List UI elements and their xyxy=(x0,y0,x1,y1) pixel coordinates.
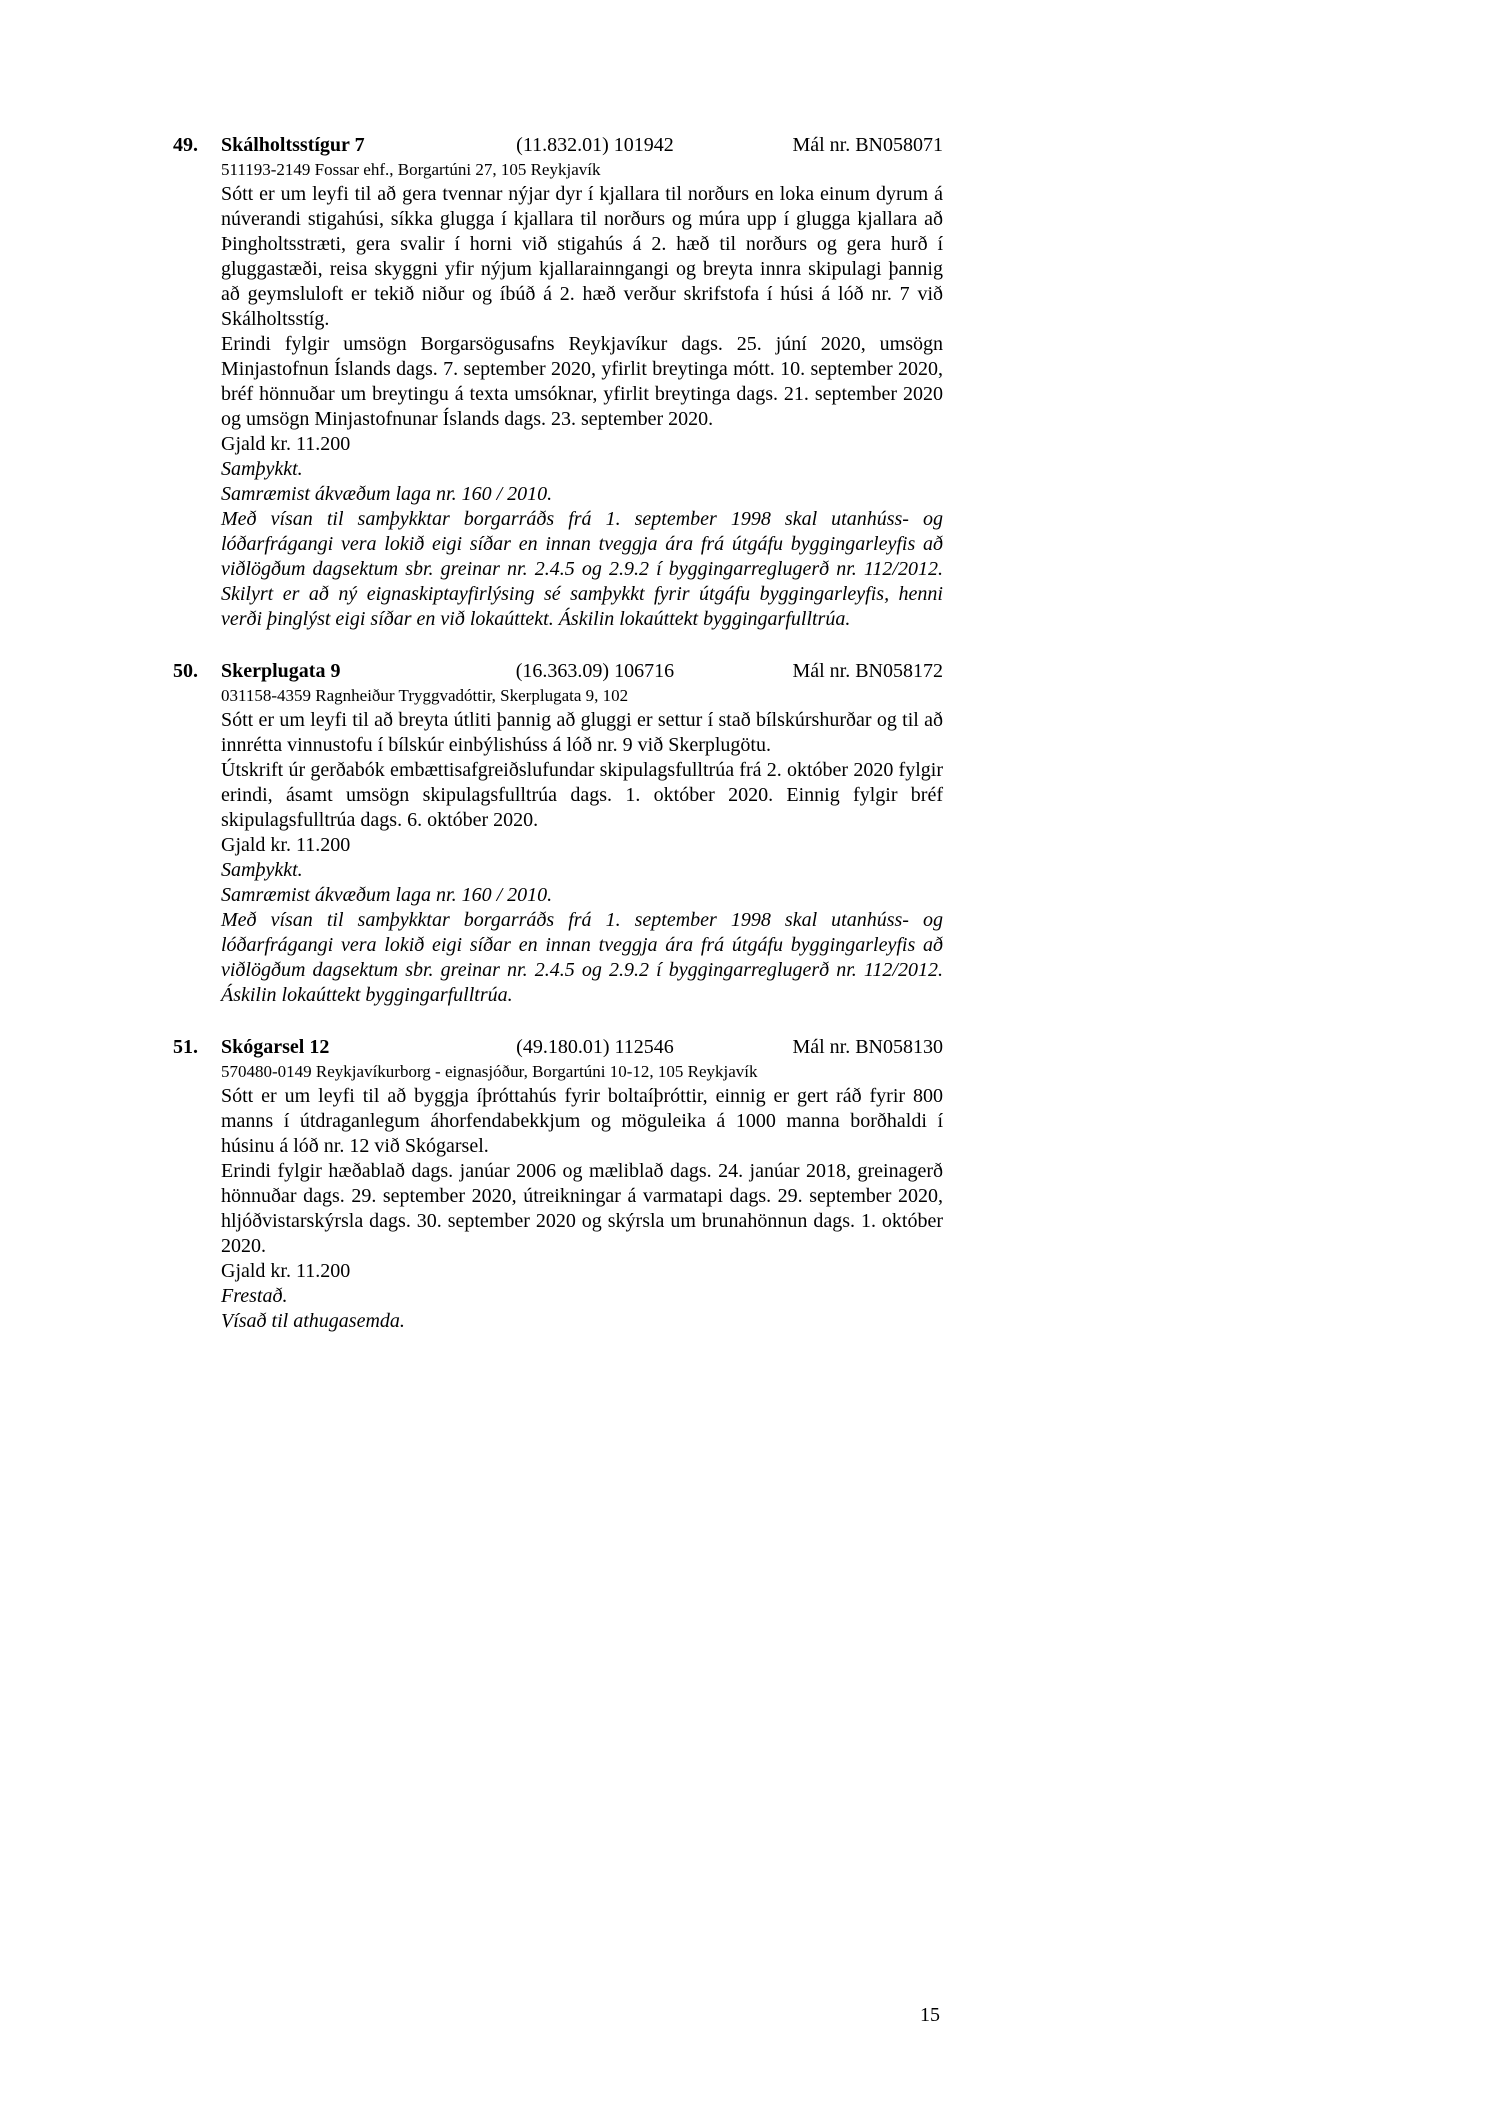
decision-line: Vísað til athugasemda. xyxy=(221,1310,405,1332)
item-case-number: Mál nr. BN058172 xyxy=(792,660,943,682)
minutes-content xyxy=(173,133,943,1361)
fee-line: Gjald kr. 11.200 xyxy=(221,834,351,856)
item-number: 49. xyxy=(173,134,198,156)
decision-line: Samræmist ákvæðum laga nr. 160 / 2010. xyxy=(221,884,553,906)
item-reference-number: (49.180.01) 112546 xyxy=(516,1036,674,1058)
item-owner-line: 511193-2149 Fossar ehf., Borgartúni 27, 105 Reykjavík xyxy=(221,160,601,179)
item-paragraph: Sótt er um leyfi til að breyta útliti þannig að gluggi er settur í stað bílskúrshurðar og til að innrétta vinnustofu í bílskúr einbýlishúss á lóð nr. 9 við Skerplugötu. xyxy=(221,709,943,756)
item-owner-line: 570480-0149 Reykjavíkurborg - eignasjóður, Borgartúni 10-12, 105 Reykjavík xyxy=(221,1062,758,1081)
decision-line: Frestað. xyxy=(221,1285,288,1307)
decision-line: Með vísan til samþykktar borgarráðs frá 1. september 1998 skal utanhúss- og lóðarfrágangi vera lokið eigi síðar en innan tveggja ára frá útgáfu byggingarleyfis að viðlögðum dagsektum sbr. greinar nr. 2.4.5 og 2.9.2 í byggingarreglugerð nr. 112/2012. Skilyrt er að ný eignaskiptayfirlýsing sé samþykkt fyrir útgáfu byggingarleyfis, henni verði þinglýst eigi síðar en við lokaúttekt. Áskilin lokaúttekt byggingarfulltrúa. xyxy=(221,508,943,630)
item-paragraph: Sótt er um leyfi til að byggja íþróttahús fyrir boltaíþróttir, einnig er gert ráð fyrir 800 manns í útdraganlegum áhorfendabekkjum og möguleika á 1000 manna borðhaldi í húsinu á lóð nr. 12 við Skógarsel. xyxy=(221,1085,943,1157)
item-body xyxy=(221,133,943,632)
decision-line: Samþykkt. xyxy=(221,458,303,480)
case-item xyxy=(173,133,943,632)
fee-line: Gjald kr. 11.200 xyxy=(221,1260,351,1282)
decision-line: Með vísan til samþykktar borgarráðs frá 1. september 1998 skal utanhúss- og lóðarfrágangi vera lokið eigi síðar en innan tveggja ára frá útgáfu byggingarleyfis að viðlögðum dagsektum sbr. greinar nr. 2.4.5 og 2.9.2 í byggingarreglugerð nr. 112/2012. Áskilin lokaúttekt byggingarfulltrúa. xyxy=(221,909,943,1006)
item-heading xyxy=(221,659,943,684)
item-body xyxy=(221,1035,943,1334)
item-owner-line: 031158-4359 Ragnheiður Tryggvadóttir, Skerplugata 9, 102 xyxy=(221,686,629,705)
item-title: Skógarsel 12 xyxy=(221,1036,330,1058)
item-title: Skálholtsstígur 7 xyxy=(221,134,365,156)
item-reference-number: (16.363.09) 106716 xyxy=(515,660,675,682)
item-paragraph: Sótt er um leyfi til að gera tvennar nýjar dyr í kjallara til norðurs en loka einum dyrum á núverandi stigahúsi, síkka glugga í kjallara til norðurs og múra upp í glugga kjallara að Þingholtsstræti, gera svalir í horni við stigahús á 2. hæð til norðurs og gera hurð í gluggastæði, reisa skyggni yfir nýjum kjallarainngangi og breyta innra skipulagi þannig að geymsluloft er tekið niður og íbúð á 2. hæð verður skrifstofa í húsi á lóð nr. 7 við Skálholtsstíg. xyxy=(221,183,943,330)
item-body xyxy=(221,659,943,1008)
page-number: 15 xyxy=(920,2004,940,2026)
item-heading xyxy=(221,1035,943,1060)
item-heading xyxy=(221,133,943,158)
case-item xyxy=(173,1035,943,1334)
decision-line: Samþykkt. xyxy=(221,859,303,881)
item-paragraph: Útskrift úr gerðabók embættisafgreiðslufundar skipulagsfulltrúa frá 2. október 2020 fylgir erindi, ásamt umsögn skipulagsfulltrúa dags. 1. október 2020. Einnig fylgir bréf skipulagsfulltrúa dags. 6. október 2020. xyxy=(221,759,943,831)
case-item xyxy=(173,659,943,1008)
item-number: 50. xyxy=(173,660,198,682)
item-reference-number: (11.832.01) 101942 xyxy=(516,134,674,156)
fee-line: Gjald kr. 11.200 xyxy=(221,433,351,455)
item-case-number: Mál nr. BN058071 xyxy=(792,134,943,156)
item-case-number: Mál nr. BN058130 xyxy=(792,1036,943,1058)
item-number: 51. xyxy=(173,1036,198,1058)
item-title: Skerplugata 9 xyxy=(221,660,341,682)
decision-line: Samræmist ákvæðum laga nr. 160 / 2010. xyxy=(221,483,553,505)
item-paragraph: Erindi fylgir umsögn Borgarsögusafns Reykjavíkur dags. 25. júní 2020, umsögn Minjastofnun Íslands dags. 7. september 2020, yfirlit breytinga mótt. 10. september 2020, bréf hönnuðar um breytingu á texta umsóknar, yfirlit breytinga dags. 21. september 2020 og umsögn Minjastofnunar Íslands dags. 23. september 2020. xyxy=(221,333,943,430)
item-paragraph: Erindi fylgir hæðablað dags. janúar 2006 og mæliblað dags. 24. janúar 2018, greinagerð hönnuðar dags. 29. september 2020, útreikningar á varmatapi dags. 29. september 2020, hljóðvistarskýrsla dags. 30. september 2020 og skýrsla um brunahönnun dags. 1. október 2020. xyxy=(221,1160,943,1257)
